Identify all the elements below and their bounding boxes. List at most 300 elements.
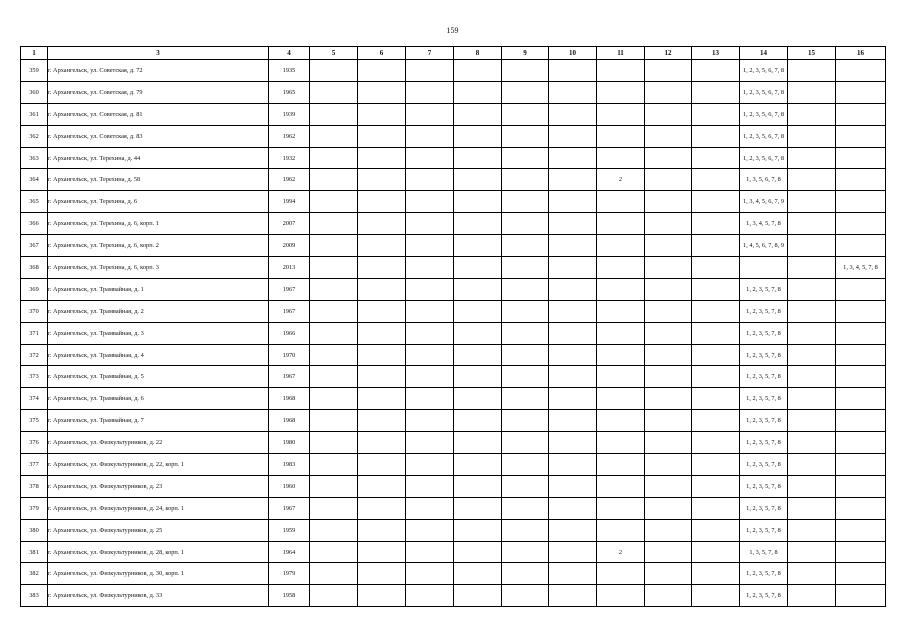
col-5-cell (310, 475, 358, 497)
col-13-cell (692, 454, 740, 476)
col-10-cell (549, 213, 597, 235)
col-8-cell (454, 235, 502, 257)
col-10-cell (549, 541, 597, 563)
table-row (21, 300, 886, 322)
col-12-cell (645, 519, 692, 541)
col-8-cell (454, 322, 502, 344)
col-14-cell: 1, 2, 3, 5, 7, 8 (740, 344, 788, 366)
col-16-cell (836, 388, 886, 410)
col-11-cell (597, 388, 645, 410)
col-10-cell (549, 454, 597, 476)
col-6-cell (358, 235, 406, 257)
col-14-cell: 1, 2, 3, 5, 7, 8 (740, 475, 788, 497)
col-16-cell (836, 475, 886, 497)
col-16-cell (836, 563, 886, 585)
table-row (21, 213, 886, 235)
col-5-cell (310, 388, 358, 410)
row-number-cell: 375 (21, 410, 48, 432)
col-13-cell (692, 300, 740, 322)
column-header: 12 (645, 47, 692, 60)
col-14-cell: 1, 2, 3, 5, 7, 8 (740, 410, 788, 432)
col-5-cell (310, 300, 358, 322)
col-15-cell (788, 388, 836, 410)
col-12-cell (645, 147, 692, 169)
col-10-cell (549, 169, 597, 191)
year-cell: 1959 (269, 519, 310, 541)
col-7-cell (406, 257, 454, 279)
column-header: 7 (406, 47, 454, 60)
col-5-cell (310, 410, 358, 432)
year-cell: 1970 (269, 344, 310, 366)
table-row (21, 366, 886, 388)
col-8-cell (454, 147, 502, 169)
col-12-cell (645, 366, 692, 388)
col-11-cell (597, 410, 645, 432)
col-15-cell (788, 125, 836, 147)
col-12-cell (645, 410, 692, 432)
col-5-cell (310, 257, 358, 279)
col-6-cell (358, 432, 406, 454)
col-6-cell (358, 475, 406, 497)
col-8-cell (454, 300, 502, 322)
col-12-cell (645, 563, 692, 585)
col-13-cell (692, 125, 740, 147)
col-13-cell (692, 322, 740, 344)
col-16-cell (836, 519, 886, 541)
col-13-cell (692, 432, 740, 454)
table-row (21, 278, 886, 300)
col-9-cell (502, 235, 549, 257)
col-13-cell (692, 410, 740, 432)
col-16-cell (836, 191, 886, 213)
address-cell: г. Архангельск, ул. Терехина, д. 6, корп. 2 (48, 235, 269, 257)
col-13-cell (692, 585, 740, 607)
col-15-cell (788, 322, 836, 344)
address-cell: г. Архангельск, ул. Советская, д. 72 (48, 60, 269, 82)
col-5-cell (310, 191, 358, 213)
col-11-cell (597, 322, 645, 344)
col-15-cell (788, 300, 836, 322)
year-cell: 1966 (269, 322, 310, 344)
col-11-cell (597, 125, 645, 147)
col-5-cell (310, 497, 358, 519)
col-6-cell (358, 541, 406, 563)
col-15-cell (788, 81, 836, 103)
col-11-cell (597, 257, 645, 279)
col-9-cell (502, 388, 549, 410)
col-12-cell (645, 278, 692, 300)
address-cell: г. Архангельск, ул. Терехина, д. 44 (48, 147, 269, 169)
col-5-cell (310, 322, 358, 344)
year-cell: 1968 (269, 388, 310, 410)
col-9-cell (502, 278, 549, 300)
col-5-cell (310, 147, 358, 169)
col-14-cell: 1, 2, 3, 5, 7, 8 (740, 278, 788, 300)
col-9-cell (502, 300, 549, 322)
year-cell: 1968 (269, 410, 310, 432)
row-number-cell: 367 (21, 235, 48, 257)
col-13-cell (692, 235, 740, 257)
col-9-cell (502, 257, 549, 279)
col-7-cell (406, 191, 454, 213)
col-14-cell: 1, 2, 3, 5, 6, 7, 8 (740, 103, 788, 125)
row-number-cell: 363 (21, 147, 48, 169)
column-header: 4 (269, 47, 310, 60)
col-9-cell (502, 103, 549, 125)
col-9-cell (502, 541, 549, 563)
col-12-cell (645, 497, 692, 519)
year-cell: 1980 (269, 432, 310, 454)
col-5-cell (310, 366, 358, 388)
col-11-cell (597, 191, 645, 213)
col-12-cell (645, 191, 692, 213)
col-16-cell (836, 169, 886, 191)
col-12-cell (645, 81, 692, 103)
col-8-cell (454, 454, 502, 476)
col-12-cell (645, 388, 692, 410)
col-13-cell (692, 257, 740, 279)
year-cell: 1983 (269, 454, 310, 476)
col-15-cell (788, 454, 836, 476)
page-number: 159 (446, 26, 459, 35)
table-row (21, 322, 886, 344)
col-14-cell: 1, 2, 3, 5, 7, 8 (740, 497, 788, 519)
col-11-cell (597, 81, 645, 103)
col-6-cell (358, 81, 406, 103)
col-8-cell (454, 541, 502, 563)
address-cell: г. Архангельск, ул. Физкультурников, д. 25 (48, 519, 269, 541)
address-cell: г. Архангельск, ул. Советская, д. 83 (48, 125, 269, 147)
col-6-cell (358, 125, 406, 147)
col-9-cell (502, 585, 549, 607)
col-5-cell (310, 519, 358, 541)
col-15-cell (788, 563, 836, 585)
col-6-cell (358, 519, 406, 541)
col-12-cell (645, 300, 692, 322)
col-14-cell (740, 257, 788, 279)
col-11-cell (597, 497, 645, 519)
col-8-cell (454, 585, 502, 607)
col-7-cell (406, 563, 454, 585)
column-header: 13 (692, 47, 740, 60)
col-5-cell (310, 81, 358, 103)
col-9-cell (502, 563, 549, 585)
col-16-cell (836, 278, 886, 300)
col-7-cell (406, 497, 454, 519)
col-14-cell: 1, 4, 5, 6, 7, 8, 9 (740, 235, 788, 257)
address-cell: г. Архангельск, ул. Физкультурников, д. 24, корп. 1 (48, 497, 269, 519)
col-16-cell (836, 432, 886, 454)
table-row (21, 125, 886, 147)
column-header: 14 (740, 47, 788, 60)
col-12-cell (645, 322, 692, 344)
row-number-cell: 374 (21, 388, 48, 410)
table-body (21, 60, 886, 607)
col-14-cell: 1, 2, 3, 5, 7, 8 (740, 388, 788, 410)
col-16-cell (836, 585, 886, 607)
col-12-cell (645, 432, 692, 454)
col-15-cell (788, 585, 836, 607)
col-14-cell: 1, 2, 3, 5, 7, 8 (740, 300, 788, 322)
col-6-cell (358, 213, 406, 235)
row-number-cell: 360 (21, 81, 48, 103)
col-8-cell (454, 519, 502, 541)
col-6-cell (358, 366, 406, 388)
year-cell: 1964 (269, 541, 310, 563)
col-11-cell (597, 235, 645, 257)
col-6-cell (358, 257, 406, 279)
col-8-cell (454, 169, 502, 191)
col-5-cell (310, 213, 358, 235)
col-7-cell (406, 585, 454, 607)
col-8-cell (454, 257, 502, 279)
col-15-cell (788, 541, 836, 563)
row-number-cell: 373 (21, 366, 48, 388)
col-10-cell (549, 300, 597, 322)
col-11-cell (597, 60, 645, 82)
address-cell: г. Архангельск, ул. Терехина, д. 6, корп. 3 (48, 257, 269, 279)
col-16-cell (836, 81, 886, 103)
col-9-cell (502, 344, 549, 366)
col-10-cell (549, 81, 597, 103)
col-15-cell (788, 103, 836, 125)
col-13-cell (692, 169, 740, 191)
col-9-cell (502, 125, 549, 147)
year-cell: 1979 (269, 563, 310, 585)
header-row (21, 47, 886, 60)
col-9-cell (502, 81, 549, 103)
address-cell: г. Архангельск, ул. Трамвайная, д. 2 (48, 300, 269, 322)
col-13-cell (692, 344, 740, 366)
col-11-cell (597, 454, 645, 476)
col-7-cell (406, 81, 454, 103)
col-7-cell (406, 103, 454, 125)
col-7-cell (406, 410, 454, 432)
table-row (21, 454, 886, 476)
year-cell: 1939 (269, 103, 310, 125)
col-9-cell (502, 410, 549, 432)
col-11-cell (597, 300, 645, 322)
table-row (21, 388, 886, 410)
year-cell: 1967 (269, 497, 310, 519)
table-header (21, 47, 886, 60)
col-11-cell: 2 (597, 169, 645, 191)
table-row (21, 235, 886, 257)
col-15-cell (788, 278, 836, 300)
year-cell: 1965 (269, 81, 310, 103)
col-16-cell: 1, 3, 4, 5, 7, 8 (836, 257, 886, 279)
col-11-cell (597, 103, 645, 125)
col-14-cell: 1, 2, 3, 5, 6, 7, 8 (740, 125, 788, 147)
col-8-cell (454, 410, 502, 432)
column-header: 11 (597, 47, 645, 60)
year-cell: 1967 (269, 300, 310, 322)
col-13-cell (692, 563, 740, 585)
column-header: 16 (836, 47, 886, 60)
col-6-cell (358, 147, 406, 169)
column-header: 8 (454, 47, 502, 60)
row-number-cell: 377 (21, 454, 48, 476)
table-row (21, 81, 886, 103)
col-9-cell (502, 497, 549, 519)
col-11-cell (597, 475, 645, 497)
col-13-cell (692, 366, 740, 388)
address-cell: г. Архангельск, ул. Физкультурников, д. 28, корп. 1 (48, 541, 269, 563)
col-9-cell (502, 475, 549, 497)
col-9-cell (502, 519, 549, 541)
year-cell: 1932 (269, 147, 310, 169)
address-cell: г. Архангельск, ул. Физкультурников, д. 33 (48, 585, 269, 607)
col-8-cell (454, 344, 502, 366)
col-7-cell (406, 60, 454, 82)
col-13-cell (692, 103, 740, 125)
row-number-cell: 366 (21, 213, 48, 235)
col-15-cell (788, 60, 836, 82)
col-14-cell: 1, 2, 3, 5, 7, 8 (740, 432, 788, 454)
row-number-cell: 364 (21, 169, 48, 191)
row-number-cell: 382 (21, 563, 48, 585)
col-6-cell (358, 344, 406, 366)
col-16-cell (836, 497, 886, 519)
col-16-cell (836, 322, 886, 344)
col-13-cell (692, 213, 740, 235)
col-14-cell: 1, 3, 5, 6, 7, 8 (740, 169, 788, 191)
table-row (21, 541, 886, 563)
address-cell: г. Архангельск, ул. Советская, д. 81 (48, 103, 269, 125)
year-cell: 1960 (269, 475, 310, 497)
col-12-cell (645, 541, 692, 563)
col-7-cell (406, 169, 454, 191)
col-16-cell (836, 366, 886, 388)
col-5-cell (310, 103, 358, 125)
col-15-cell (788, 497, 836, 519)
col-16-cell (836, 235, 886, 257)
address-cell: г. Архангельск, ул. Трамвайная, д. 3 (48, 322, 269, 344)
col-11-cell (597, 366, 645, 388)
column-header: 10 (549, 47, 597, 60)
col-12-cell (645, 454, 692, 476)
col-10-cell (549, 410, 597, 432)
col-14-cell: 1, 2, 3, 5, 7, 8 (740, 585, 788, 607)
col-14-cell: 1, 3, 4, 5, 6, 7, 9 (740, 191, 788, 213)
col-16-cell (836, 213, 886, 235)
col-8-cell (454, 563, 502, 585)
row-number-cell: 371 (21, 322, 48, 344)
row-number-cell: 372 (21, 344, 48, 366)
column-header: 6 (358, 47, 406, 60)
row-number-cell: 370 (21, 300, 48, 322)
col-8-cell (454, 366, 502, 388)
col-7-cell (406, 213, 454, 235)
row-number-cell: 365 (21, 191, 48, 213)
col-10-cell (549, 235, 597, 257)
address-cell: г. Архангельск, ул. Трамвайная, д. 4 (48, 344, 269, 366)
col-6-cell (358, 169, 406, 191)
col-12-cell (645, 103, 692, 125)
col-7-cell (406, 388, 454, 410)
col-11-cell (597, 147, 645, 169)
col-13-cell (692, 497, 740, 519)
year-cell: 1994 (269, 191, 310, 213)
col-16-cell (836, 60, 886, 82)
row-number-cell: 359 (21, 60, 48, 82)
col-6-cell (358, 278, 406, 300)
col-5-cell (310, 454, 358, 476)
register-table (20, 46, 886, 607)
col-9-cell (502, 191, 549, 213)
col-11-cell (597, 213, 645, 235)
table-row (21, 103, 886, 125)
year-cell: 2007 (269, 213, 310, 235)
col-8-cell (454, 388, 502, 410)
col-12-cell (645, 344, 692, 366)
col-10-cell (549, 563, 597, 585)
col-9-cell (502, 454, 549, 476)
col-13-cell (692, 388, 740, 410)
col-12-cell (645, 60, 692, 82)
col-7-cell (406, 344, 454, 366)
address-cell: г. Архангельск, ул. Физкультурников, д. 22 (48, 432, 269, 454)
col-5-cell (310, 432, 358, 454)
col-15-cell (788, 257, 836, 279)
table-row (21, 147, 886, 169)
col-10-cell (549, 103, 597, 125)
col-16-cell (836, 103, 886, 125)
col-8-cell (454, 125, 502, 147)
col-8-cell (454, 475, 502, 497)
address-cell: г. Архангельск, ул. Трамвайная, д. 7 (48, 410, 269, 432)
address-cell: г. Архангельск, ул. Трамвайная, д. 6 (48, 388, 269, 410)
column-header: 15 (788, 47, 836, 60)
col-7-cell (406, 278, 454, 300)
col-14-cell: 1, 2, 3, 5, 7, 8 (740, 563, 788, 585)
col-14-cell: 1, 2, 3, 5, 7, 8 (740, 519, 788, 541)
row-number-cell: 361 (21, 103, 48, 125)
col-6-cell (358, 322, 406, 344)
year-cell: 1967 (269, 278, 310, 300)
year-cell: 1958 (269, 585, 310, 607)
col-7-cell (406, 541, 454, 563)
col-7-cell (406, 322, 454, 344)
table-row (21, 563, 886, 585)
col-7-cell (406, 366, 454, 388)
col-10-cell (549, 519, 597, 541)
year-cell: 1935 (269, 60, 310, 82)
col-7-cell (406, 125, 454, 147)
col-10-cell (549, 388, 597, 410)
col-14-cell: 1, 2, 3, 5, 6, 7, 8 (740, 147, 788, 169)
row-number-cell: 362 (21, 125, 48, 147)
col-10-cell (549, 344, 597, 366)
col-10-cell (549, 366, 597, 388)
col-8-cell (454, 278, 502, 300)
col-7-cell (406, 432, 454, 454)
table-row (21, 497, 886, 519)
col-12-cell (645, 475, 692, 497)
col-13-cell (692, 191, 740, 213)
col-6-cell (358, 454, 406, 476)
col-7-cell (406, 300, 454, 322)
col-15-cell (788, 432, 836, 454)
address-cell: г. Архангельск, ул. Терехина, д. 6, корп. 1 (48, 213, 269, 235)
col-15-cell (788, 475, 836, 497)
table-row (21, 169, 886, 191)
year-cell: 1962 (269, 169, 310, 191)
col-8-cell (454, 213, 502, 235)
column-header: 9 (502, 47, 549, 60)
col-10-cell (549, 278, 597, 300)
col-16-cell (836, 454, 886, 476)
